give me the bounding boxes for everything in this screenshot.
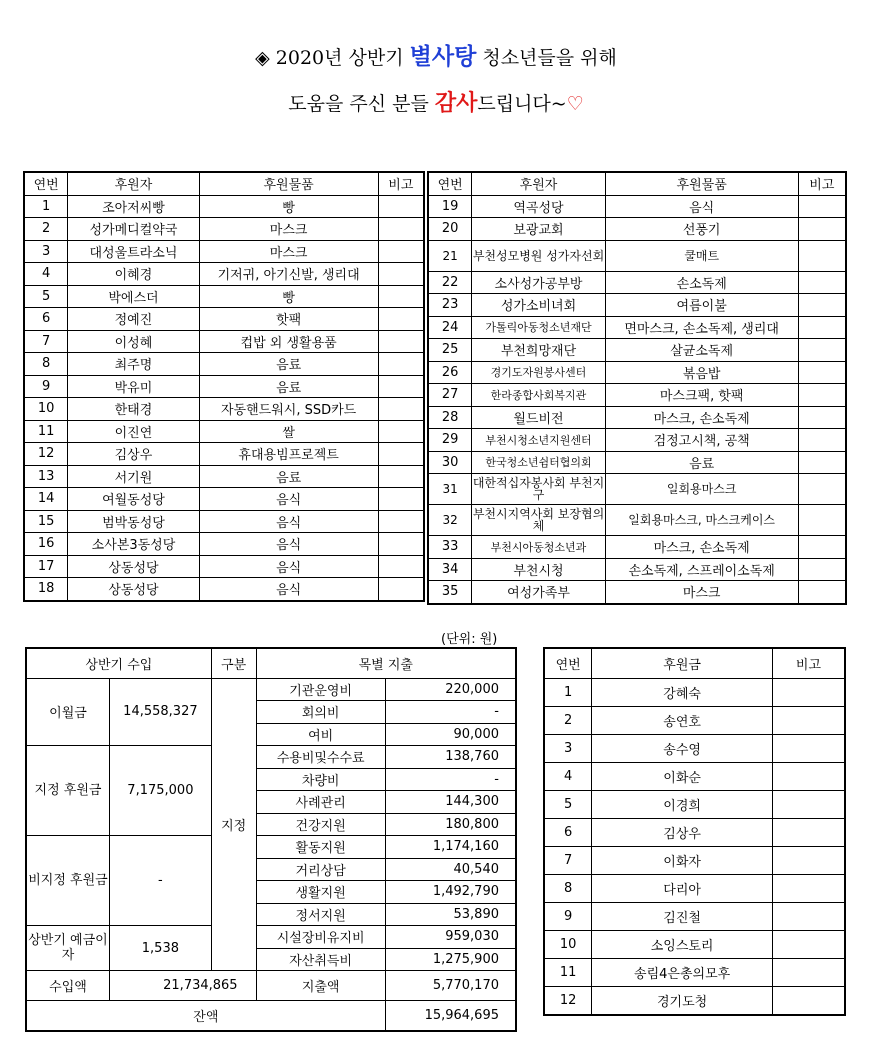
row-no: 6	[544, 818, 592, 846]
row-no: 20	[428, 218, 472, 241]
row-no: 8	[24, 353, 68, 376]
income-label: 상반기 예금이자	[26, 926, 109, 971]
row-no: 11	[544, 958, 592, 986]
table-row	[24, 555, 424, 578]
row-note	[772, 762, 845, 790]
expense-amount: 1,174,160	[385, 836, 516, 859]
row-donor: 이진연	[68, 420, 199, 443]
row-item: 일회용마스크	[605, 474, 798, 505]
row-note	[772, 790, 845, 818]
row-item: 쌀	[199, 420, 378, 443]
row-donor: 한국청소년쉼터협의회	[472, 451, 605, 474]
row-no: 24	[428, 316, 472, 339]
row-donor: 이화순	[592, 762, 773, 790]
income-amount: 14,558,327	[109, 678, 211, 746]
row-item: 자동핸드워시, SSD카드	[199, 398, 378, 421]
income-amount: 1,538	[109, 926, 211, 971]
col-no: 연번	[428, 172, 472, 195]
row-note	[378, 375, 424, 398]
col-donor: 후원자	[68, 172, 199, 195]
table-row	[428, 384, 846, 407]
row-no: 28	[428, 406, 472, 429]
table-row	[24, 353, 424, 376]
row-donor: 가톨릭아동청소년재단	[472, 316, 605, 339]
table-row	[544, 874, 845, 902]
row-donor: 경기도청	[592, 986, 773, 1015]
row-donor: 최주명	[68, 353, 199, 376]
row-note	[378, 443, 424, 466]
row-donor: 부천희망재단	[472, 339, 605, 362]
row-no: 35	[428, 581, 472, 604]
row-note	[772, 902, 845, 930]
row-no: 5	[544, 790, 592, 818]
row-no: 13	[24, 465, 68, 488]
row-donor: 이혜경	[68, 263, 199, 286]
row-donor: 한라종합사회복지관	[472, 384, 605, 407]
expense-amount: 1,275,900	[385, 948, 516, 971]
row-note	[378, 308, 424, 331]
table-row	[428, 505, 846, 536]
row-donor: 소사본3동성당	[68, 533, 199, 556]
row-donor: 이화자	[592, 846, 773, 874]
income-total: 21,734,865	[109, 971, 256, 1001]
row-item: 손소독제	[605, 271, 798, 294]
table-row	[24, 488, 424, 511]
row-item: 음식	[199, 533, 378, 556]
expense-label: 여비	[256, 723, 385, 746]
row-no: 27	[428, 384, 472, 407]
col-note: 비고	[772, 648, 845, 678]
row-donor: 경기도자원봉사센터	[472, 361, 605, 384]
table-row	[428, 195, 846, 218]
expense-label: 시설장비유지비	[256, 926, 385, 949]
col-no: 연번	[544, 648, 592, 678]
row-no: 18	[24, 578, 68, 601]
row-donor: 다리아	[592, 874, 773, 902]
table-row	[428, 429, 846, 452]
row-donor: 이성혜	[68, 330, 199, 353]
expense-amount: 220,000	[385, 678, 516, 701]
expense-amount: 180,800	[385, 813, 516, 836]
row-item: 빵	[199, 285, 378, 308]
row-note	[798, 339, 846, 362]
row-note	[378, 330, 424, 353]
col-note: 비고	[378, 172, 424, 195]
col-note: 비고	[798, 172, 846, 195]
row-donor: 김상우	[68, 443, 199, 466]
row-note	[798, 406, 846, 429]
row-donor: 소잉스토리	[592, 930, 773, 958]
row-item: 핫팩	[199, 308, 378, 331]
row-note	[378, 533, 424, 556]
expense-label: 거리상담	[256, 858, 385, 881]
income-total-label: 수입액	[26, 971, 109, 1001]
balance-amount: 15,964,695	[385, 1001, 516, 1031]
row-item: 음식	[199, 488, 378, 511]
row-donor: 박유미	[68, 375, 199, 398]
budget-table	[25, 647, 517, 1032]
row-no: 6	[24, 308, 68, 331]
table-row	[544, 790, 845, 818]
row-donor: 여성가족부	[472, 581, 605, 604]
table-row	[544, 818, 845, 846]
expense-label: 사례관리	[256, 791, 385, 814]
col-item: 후원물품	[605, 172, 798, 195]
table-header-row	[24, 172, 424, 195]
expense-total-label: 지출액	[256, 971, 385, 1001]
table-row	[544, 678, 845, 706]
row-donor: 여월동성당	[68, 488, 199, 511]
row-note	[798, 271, 846, 294]
row-note	[378, 218, 424, 241]
row-donor: 한태경	[68, 398, 199, 421]
table-row	[24, 240, 424, 263]
expense-amount: 959,030	[385, 926, 516, 949]
table-row	[544, 958, 845, 986]
table-row	[24, 263, 424, 286]
row-note	[772, 678, 845, 706]
table-row	[428, 474, 846, 505]
table-row	[24, 443, 424, 466]
donor-table-right	[427, 171, 847, 605]
row-no: 12	[24, 443, 68, 466]
row-donor: 박에스더	[68, 285, 199, 308]
row-note	[772, 874, 845, 902]
row-no: 9	[24, 375, 68, 398]
row-note	[798, 384, 846, 407]
row-note	[798, 195, 846, 218]
row-no: 32	[428, 505, 472, 536]
table-row	[24, 533, 424, 556]
row-donor: 강혜숙	[592, 678, 773, 706]
row-no: 1	[24, 195, 68, 218]
expense-amount: -	[385, 768, 516, 791]
expense-header: 목별 지출	[256, 648, 516, 678]
row-note	[378, 240, 424, 263]
row-no: 4	[544, 762, 592, 790]
row-no: 23	[428, 294, 472, 317]
row-no: 25	[428, 339, 472, 362]
row-no: 26	[428, 361, 472, 384]
row-note	[378, 398, 424, 421]
row-item: 선풍기	[605, 218, 798, 241]
table-row	[24, 578, 424, 601]
row-item: 일회용마스크, 마스크케이스	[605, 505, 798, 536]
table-row	[24, 375, 424, 398]
col-item: 후원물품	[199, 172, 378, 195]
program-name: 별사탕	[409, 43, 477, 70]
row-no: 12	[544, 986, 592, 1015]
row-donor: 대한적십자봉사회 부천지구	[472, 474, 605, 505]
row-note	[772, 734, 845, 762]
cash-donor-table	[543, 647, 846, 1016]
row-donor: 조아저씨빵	[68, 195, 199, 218]
row-item: 음식	[199, 555, 378, 578]
row-note	[378, 353, 424, 376]
category-header: 구분	[211, 648, 256, 678]
row-note	[798, 240, 846, 271]
row-item: 음료	[199, 353, 378, 376]
row-no: 30	[428, 451, 472, 474]
row-no: 11	[24, 420, 68, 443]
table-row	[544, 902, 845, 930]
row-no: 10	[544, 930, 592, 958]
row-donor: 상동성당	[68, 578, 199, 601]
row-donor: 월드비전	[472, 406, 605, 429]
row-no: 7	[544, 846, 592, 874]
table-row	[428, 316, 846, 339]
thanks-highlight: 감사	[434, 90, 478, 116]
row-item: 마스크팩, 핫팩	[605, 384, 798, 407]
row-no: 14	[24, 488, 68, 511]
title-suffix: 청소년들을 위해	[482, 47, 617, 69]
row-donor: 보광교회	[472, 218, 605, 241]
expense-amount: 90,000	[385, 723, 516, 746]
row-donor: 범박동성당	[68, 510, 199, 533]
row-no: 1	[544, 678, 592, 706]
table-row	[24, 510, 424, 533]
row-note	[798, 429, 846, 452]
row-item: 쿨매트	[605, 240, 798, 271]
table-row	[544, 930, 845, 958]
title-suffix-2: 드립니다~	[477, 93, 567, 115]
row-item: 기저귀, 아기신발, 생리대	[199, 263, 378, 286]
row-no: 9	[544, 902, 592, 930]
row-note	[772, 986, 845, 1015]
row-note	[772, 706, 845, 734]
row-note	[378, 510, 424, 533]
title-line-1	[0, 38, 872, 71]
row-note	[772, 958, 845, 986]
expense-label: 회의비	[256, 701, 385, 724]
row-note	[378, 420, 424, 443]
row-note	[798, 505, 846, 536]
row-no: 17	[24, 555, 68, 578]
table-row	[544, 846, 845, 874]
income-amount: -	[109, 836, 211, 926]
row-donor: 송림4은총의모후	[592, 958, 773, 986]
row-donor: 상동성당	[68, 555, 199, 578]
table-row	[24, 398, 424, 421]
expense-label: 생활지원	[256, 881, 385, 904]
row-no: 2	[24, 218, 68, 241]
expense-amount: 144,300	[385, 791, 516, 814]
row-note	[798, 536, 846, 559]
row-donor: 이경희	[592, 790, 773, 818]
expense-amount: 1,492,790	[385, 881, 516, 904]
expense-label: 기관운영비	[256, 678, 385, 701]
table-row	[428, 271, 846, 294]
row-donor: 성가메디컬약국	[68, 218, 199, 241]
table-row	[428, 240, 846, 271]
row-item: 음료	[199, 465, 378, 488]
row-donor: 송수영	[592, 734, 773, 762]
table-row	[428, 339, 846, 362]
row-item: 마스크, 손소독제	[605, 406, 798, 429]
row-donor: 부천시청	[472, 558, 605, 581]
title-prefix: ◈ 2020년 상반기	[255, 47, 404, 69]
row-note	[798, 316, 846, 339]
table-row	[428, 294, 846, 317]
row-donor: 역곡성당	[472, 195, 605, 218]
row-no: 15	[24, 510, 68, 533]
donor-table-left	[23, 171, 425, 602]
row-no: 4	[24, 263, 68, 286]
row-note	[378, 578, 424, 601]
expense-label: 건강지원	[256, 813, 385, 836]
row-donor: 김진철	[592, 902, 773, 930]
row-no: 5	[24, 285, 68, 308]
row-item: 휴대용빔프로젝트	[199, 443, 378, 466]
balance-label: 잔액	[26, 1001, 385, 1031]
expense-label: 수용비및수수료	[256, 746, 385, 769]
row-no: 10	[24, 398, 68, 421]
income-label: 이월금	[26, 678, 109, 746]
row-donor: 서기원	[68, 465, 199, 488]
row-note	[798, 294, 846, 317]
row-no: 21	[428, 240, 472, 271]
row-note	[378, 285, 424, 308]
income-label: 비지정 후원금	[26, 836, 109, 926]
table-header-row	[428, 172, 846, 195]
col-donor: 후원자	[472, 172, 605, 195]
row-no: 19	[428, 195, 472, 218]
income-label: 지정 후원금	[26, 746, 109, 836]
row-no: 22	[428, 271, 472, 294]
row-note	[378, 488, 424, 511]
table-row	[24, 285, 424, 308]
row-no: 2	[544, 706, 592, 734]
row-no: 8	[544, 874, 592, 902]
row-note	[378, 263, 424, 286]
table-row	[428, 406, 846, 429]
row-item: 음식	[605, 195, 798, 218]
table-row	[24, 195, 424, 218]
row-note	[772, 930, 845, 958]
row-item: 마스크	[199, 218, 378, 241]
title-line-2	[0, 86, 872, 117]
row-note	[772, 846, 845, 874]
table-row	[428, 536, 846, 559]
row-item: 음료	[605, 451, 798, 474]
row-note	[798, 474, 846, 505]
income-amount: 7,175,000	[109, 746, 211, 836]
row-item: 마스크	[605, 581, 798, 604]
table-row	[24, 465, 424, 488]
row-item: 마스크, 손소독제	[605, 536, 798, 559]
expense-label: 자산취득비	[256, 948, 385, 971]
col-cash: 후원금	[592, 648, 773, 678]
row-item: 볶음밥	[605, 361, 798, 384]
table-row	[428, 558, 846, 581]
table-row	[24, 218, 424, 241]
row-note	[798, 361, 846, 384]
row-item: 마스크	[199, 240, 378, 263]
title-prefix-2: 도움을 주신 분들	[288, 93, 429, 115]
table-row	[24, 420, 424, 443]
row-note	[798, 581, 846, 604]
expense-amount: -	[385, 701, 516, 724]
expense-label: 활동지원	[256, 836, 385, 859]
row-note	[798, 451, 846, 474]
budget-header-row	[26, 648, 516, 678]
row-note	[378, 555, 424, 578]
row-donor: 송연호	[592, 706, 773, 734]
balance-row	[26, 1001, 516, 1031]
expense-amount: 53,890	[385, 903, 516, 926]
totals-row	[26, 971, 516, 1001]
row-item: 음식	[199, 578, 378, 601]
table-row	[544, 762, 845, 790]
col-no: 연번	[24, 172, 68, 195]
expense-label: 정서지원	[256, 903, 385, 926]
row-donor: 부천시지역사회 보장협의체	[472, 505, 605, 536]
row-item: 빵	[199, 195, 378, 218]
table-row	[544, 734, 845, 762]
income-header: 상반기 수입	[26, 648, 211, 678]
row-item: 음료	[199, 375, 378, 398]
row-no: 29	[428, 429, 472, 452]
row-note	[772, 818, 845, 846]
row-item: 살균소독제	[605, 339, 798, 362]
row-item: 손소독제, 스프레이소독제	[605, 558, 798, 581]
row-donor: 대성울트라소닉	[68, 240, 199, 263]
row-no: 16	[24, 533, 68, 556]
category-value: 지정	[211, 678, 256, 971]
table-row	[24, 330, 424, 353]
row-note	[798, 218, 846, 241]
row-donor: 성가소비녀회	[472, 294, 605, 317]
table-row	[428, 451, 846, 474]
row-no: 34	[428, 558, 472, 581]
unit-label: (단위: 원)	[441, 632, 498, 647]
table-header-row	[544, 648, 845, 678]
table-row	[544, 706, 845, 734]
row-no: 7	[24, 330, 68, 353]
row-no: 31	[428, 474, 472, 505]
table-row	[428, 361, 846, 384]
table-row	[428, 218, 846, 241]
row-no: 3	[24, 240, 68, 263]
row-no: 3	[544, 734, 592, 762]
row-donor: 김상우	[592, 818, 773, 846]
row-donor: 부천시청소년지원센터	[472, 429, 605, 452]
expense-amount: 40,540	[385, 858, 516, 881]
expense-total: 5,770,170	[385, 971, 516, 1001]
row-item: 여름이불	[605, 294, 798, 317]
row-note	[378, 465, 424, 488]
row-donor: 소사성가공부방	[472, 271, 605, 294]
row-donor: 부천시아동청소년과	[472, 536, 605, 559]
row-item: 음식	[199, 510, 378, 533]
row-donor: 정예진	[68, 308, 199, 331]
row-item: 면마스크, 손소독제, 생리대	[605, 316, 798, 339]
expense-amount: 138,760	[385, 746, 516, 769]
row-donor: 부천성모병원 성가자선회	[472, 240, 605, 271]
expense-label: 차량비	[256, 768, 385, 791]
table-row	[24, 308, 424, 331]
table-row	[428, 581, 846, 604]
heart-icon: ♡	[566, 93, 584, 115]
table-row	[544, 986, 845, 1015]
row-item: 검정고시책, 공책	[605, 429, 798, 452]
row-item: 컵밥 외 생활용품	[199, 330, 378, 353]
row-note	[798, 558, 846, 581]
row-note	[378, 195, 424, 218]
row-no: 33	[428, 536, 472, 559]
